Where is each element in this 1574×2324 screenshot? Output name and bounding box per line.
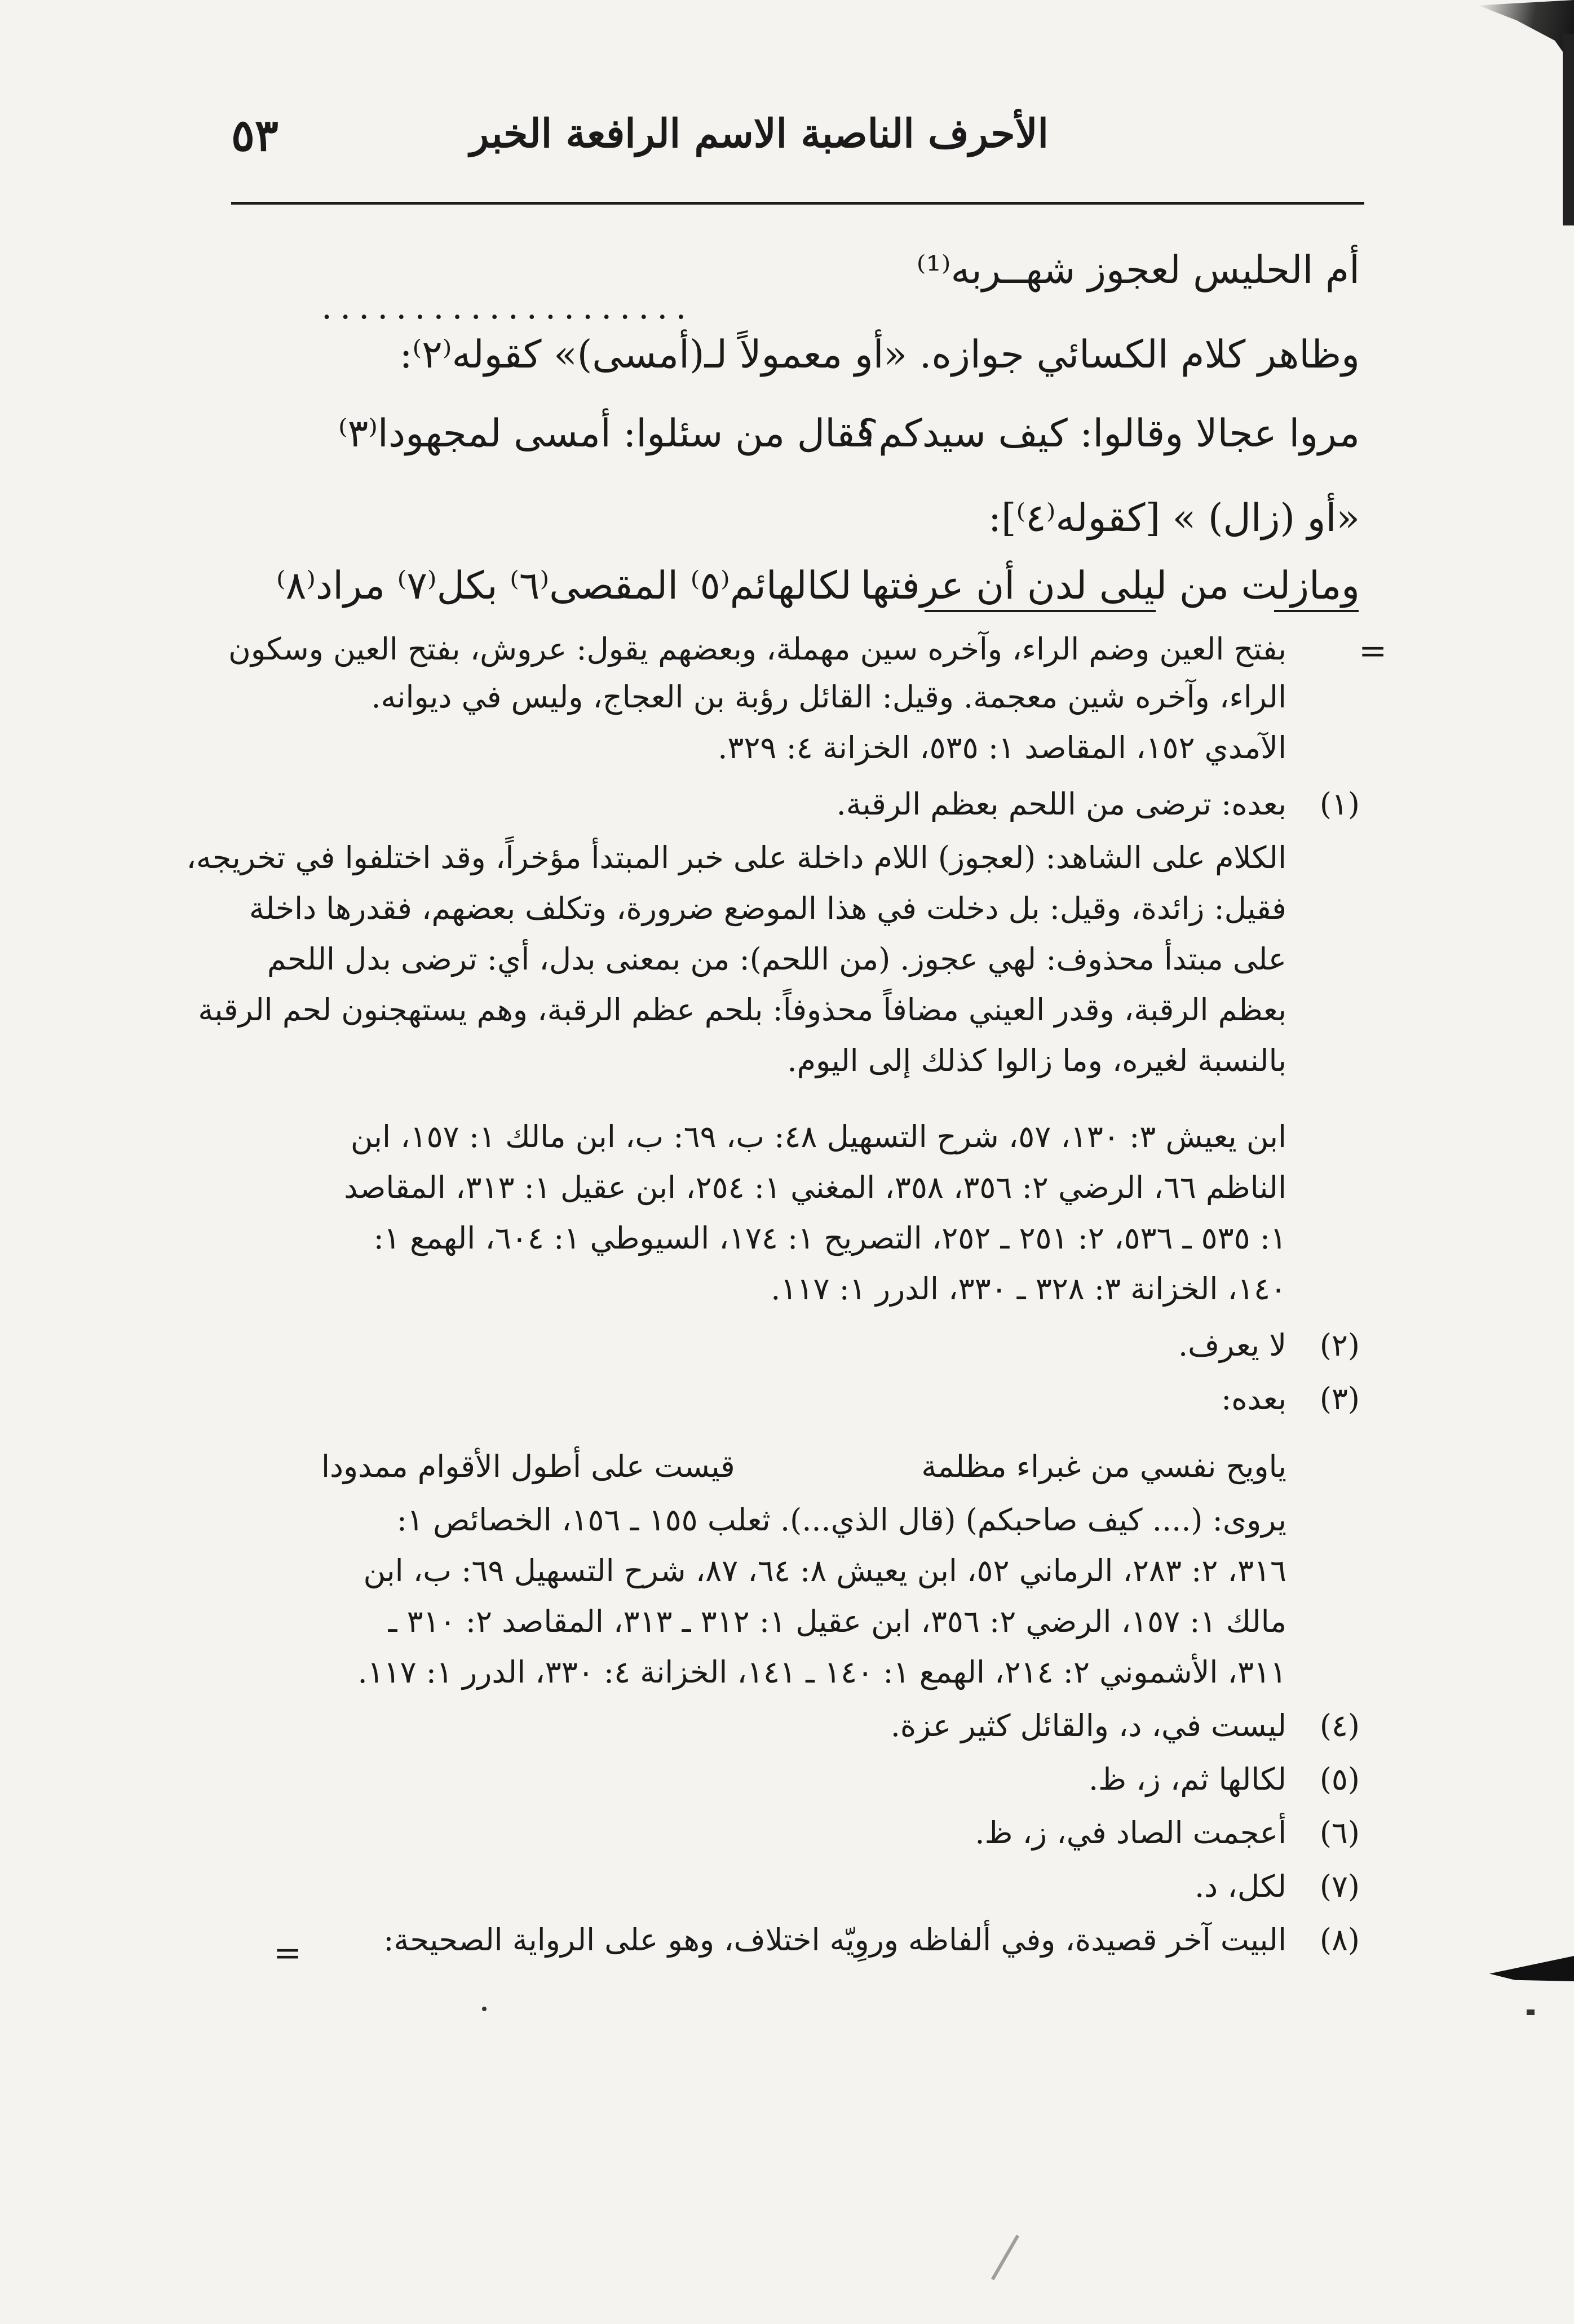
footnote-number-8: (٨) — [1319, 1922, 1360, 1958]
footnote-6-text: أعجمت الصاد في، ز، ظ. — [975, 1815, 1286, 1851]
running-title: الأحرف الناصبة الاسم الرافعة الخبر — [470, 110, 1049, 157]
footnote-3-line: يروى: (.... كيف صاحبكم) (قال الذي...). ثعلب ١٥٥ ـ ١٥٦، الخصائص ١: — [396, 1502, 1286, 1538]
scan-edge-line — [1563, 34, 1574, 225]
footnote-number-7: (٧) — [1319, 1869, 1360, 1904]
footnote-5-text: لكالها ثم، ز، ظ. — [1088, 1761, 1286, 1797]
scan-speck — [482, 2007, 487, 2011]
header-rule — [231, 202, 1364, 205]
footnote-number-1: (١) — [1319, 786, 1360, 822]
footnote-1-line: ابن يعيش ٣: ١٣٠، ٥٧، شرح التسهيل ٤٨: ب، ٦٩: ب، ابن مالك ١: ١٥٧، ابن — [350, 1119, 1286, 1154]
scan-speck — [1527, 2009, 1535, 2015]
footnote-1-line: الكلام على الشاهد: (لعجوز) اللام داخلة على خبر المبتدأ مؤخراً، وقد اختلفوا في تخريجه، — [186, 840, 1286, 875]
continuation-mark: = — [1359, 631, 1387, 671]
footnote-3-line: ٣١١، الأشموني ٢: ٢١٤، الهمع ١: ١٤٠ ـ ١٤١، الخزانة ٤: ٣٣٠، الدرر ١: ١١٧. — [357, 1654, 1286, 1690]
text-line-4: «أو (زال) » [كقوله⁽٤⁾]: — [988, 496, 1360, 541]
footnote-8-text: البيت آخر قصيدة، وفي ألفاظه وروِيّه اختلاف، وهو على الرواية الصحيحة: — [383, 1922, 1286, 1958]
footnote-7-text: لكل، د. — [1195, 1869, 1286, 1904]
footnote-continuation-line-2: الراء، وآخره شين معجمة. وقيل: القائل رؤبة بن العجاج، وليس في ديوانه. — [371, 679, 1286, 715]
footnote-1-line: ١: ٥٣٥ ـ ٥٣٦، ٢: ٢٥١ ـ ٢٥٢، التصريح ١: ١٧٤، السيوطي ١: ٦٠٤، الهمع ١: — [373, 1220, 1286, 1256]
verse-line-5-hemistich-2: لكالهائم⁽٥⁾ المقصى⁽٦⁾ بكل⁽٧⁾ مراد⁽٨⁾ — [276, 564, 852, 608]
scan-edge-artifact — [1489, 1956, 1574, 1981]
footnote-1-line: بعده: ترضى من اللحم بعظم الرقبة. — [836, 786, 1286, 822]
footnote-3-verse-hemistich-2: قيست على أطول الأقوام ممدودا — [321, 1449, 735, 1484]
underline-mark — [1274, 610, 1359, 612]
scan-stray-mark — [991, 2235, 1019, 2281]
footnote-3-line: بعده: — [1221, 1381, 1286, 1416]
footnote-1-line: على مبتدأ محذوف: لهي عجوز. (من اللحم): من بمعنى بدل، أي: ترضى بدل اللحم — [267, 941, 1286, 977]
scan-edge-artifact — [1478, 0, 1574, 68]
footnote-number-4: (٤) — [1319, 1708, 1360, 1743]
footnote-3-line: ٣١٦، ٢: ٢٨٣، الرماني ٥٢، ابن يعيش ٨: ٦٤، ٨٧، شرح التسهيل ٦٩: ب، ابن — [363, 1553, 1286, 1588]
page-number: ٥٣ — [231, 110, 278, 161]
verse-line-3-hemistich-1: مروا عجالا وقالوا: كيف سيدكم؟ — [857, 411, 1360, 456]
footnote-1-line: الناظم ٦٦، الرضي ٢: ٣٥٦، ٣٥٨، المغني ١: ٢٥٤، ابن عقيل ١: ٣١٣، المقاصد — [344, 1170, 1286, 1205]
footnote-2-text: لا يعرف. — [1178, 1327, 1286, 1363]
footnote-continuation-line-1: بفتح العين وضم الراء، وآخره سين مهملة، وبعضهم يقول: عروش، بفتح العين وسكون — [228, 631, 1286, 667]
footnote-number-2: (٢) — [1319, 1327, 1360, 1363]
footnote-number-6: (٦) — [1319, 1815, 1360, 1851]
continuation-mark: = — [273, 1933, 302, 1973]
footnote-1-line: بالنسبة لغيره، وما زالوا كذلك إلى اليوم. — [787, 1043, 1286, 1078]
footnote-number-3: (٣) — [1319, 1381, 1360, 1416]
footnote-continuation-line-3: الآمدي ١٥٢، المقاصد ١: ٥٣٥، الخزانة ٤: ٣٢٩. — [718, 730, 1286, 765]
verse-line-3-hemistich-2: فقال من سئلوا: أمسى لمجهودا⁽٣⁾ — [338, 411, 874, 456]
verse-line-1: أم الحليس لعجوز شهــربه⁽¹⁾ — [916, 248, 1360, 293]
underline-mark — [925, 610, 1156, 612]
footnote-1-line: فقيل: زائدة، وقيل: بل دخلت في هذا الموضع ضرورة، وتكلف بعضهم، فقدرها داخلة — [249, 891, 1286, 926]
footnote-3-line: مالك ١: ١٥٧، الرضي ٢: ٣٥٦، ابن عقيل ١: ٣١٢ ـ ٣١٣، المقاصد ٢: ٣١٠ ـ — [388, 1604, 1286, 1639]
footnote-4-text: ليست في، د، والقائل كثير عزة. — [890, 1708, 1286, 1743]
text-line-2: وظاهر كلام الكسائي جوازه. «أو معمولاً لـ(أمسى)» كقوله⁽٢⁾: — [399, 333, 1360, 377]
footnote-1-line: ١٤٠، الخزانة ٣: ٣٢٨ ـ ٣٣٠، الدرر ١: ١١٧. — [771, 1271, 1286, 1307]
verse-line-5-hemistich-1: ومازلت من ليلى لدن أن عرفتها — [860, 564, 1360, 608]
footnote-3-verse-hemistich-1: ياويح نفسي من غبراء مظلمة — [921, 1449, 1286, 1484]
verse-ellipsis: .................... — [321, 287, 695, 327]
footnote-number-5: (٥) — [1319, 1761, 1360, 1797]
footnote-1-line: بعظم الرقبة، وقدر العيني مضافاً محذوفاً: بلحم عظم الرقبة، وهم يستهجنون لحم الرقبة — [198, 992, 1286, 1028]
